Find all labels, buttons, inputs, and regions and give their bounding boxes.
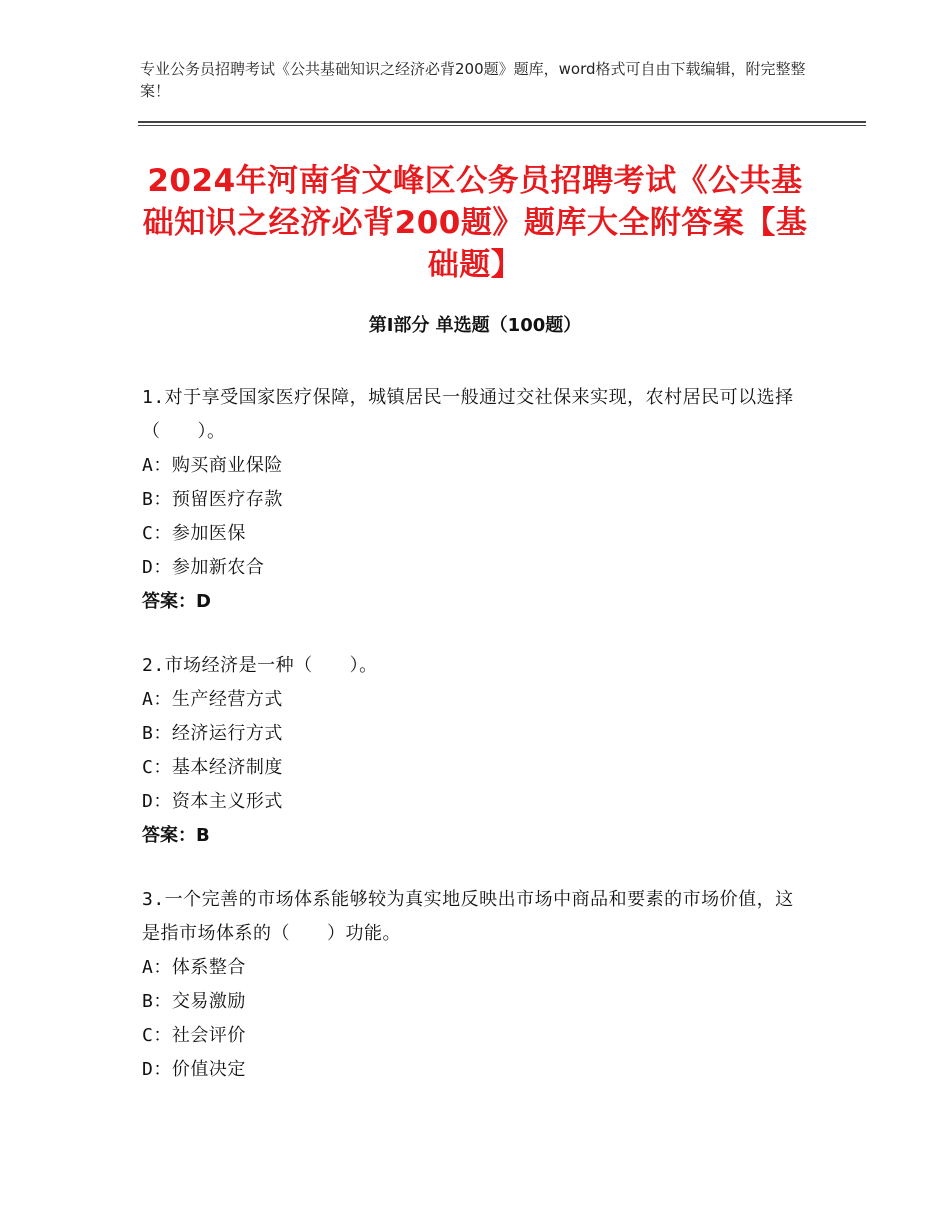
question-3 [142,883,802,1087]
section-title: 第Ⅰ部分 单选题（100题） [368,315,582,336]
option-c: C：社会评价 [142,1025,246,1046]
option-b: B：经济运行方式 [142,723,283,744]
question-2 [142,649,802,853]
option-b: B：交易激励 [142,991,246,1012]
header-rule-thin [138,125,866,126]
question-1 [142,381,802,619]
question-list [142,381,802,1117]
option-a: A：体系整合 [142,957,246,978]
header-rule-thick [138,121,866,123]
question-stem: 3.一个完善的市场体系能够较为真实地反映出市场中商品和要素的市场价值，这是指市场体系的（ ）功能。 [142,889,794,944]
question-stem: 2.市场经济是一种（ ）。 [142,655,378,676]
answer: 答案：B [142,825,210,846]
option-b: B：预留医疗存款 [142,489,283,510]
header-note: 专业公务员招聘考试《公共基础知识之经济必背200题》题库，word格式可自由下载编辑，附完整整案！ [140,60,806,100]
answer: 答案：D [142,591,211,612]
option-c: C：参加医保 [142,523,246,544]
option-d: D：价值决定 [142,1059,246,1080]
option-d: D：资本主义形式 [142,791,283,812]
option-d: D：参加新农合 [142,557,265,578]
document-title: 2024年河南省文峰区公务员招聘考试《公共基础知识之经济必背200题》题库大全附答案【基础题】 [142,163,808,283]
option-a: A：购买商业保险 [142,455,283,476]
option-c: C：基本经济制度 [142,757,283,778]
question-stem: 1.对于享受国家医疗保障，城镇居民一般通过交社保来实现，农村居民可以选择（ ）。 [142,387,794,442]
option-a: A：生产经营方式 [142,689,283,710]
